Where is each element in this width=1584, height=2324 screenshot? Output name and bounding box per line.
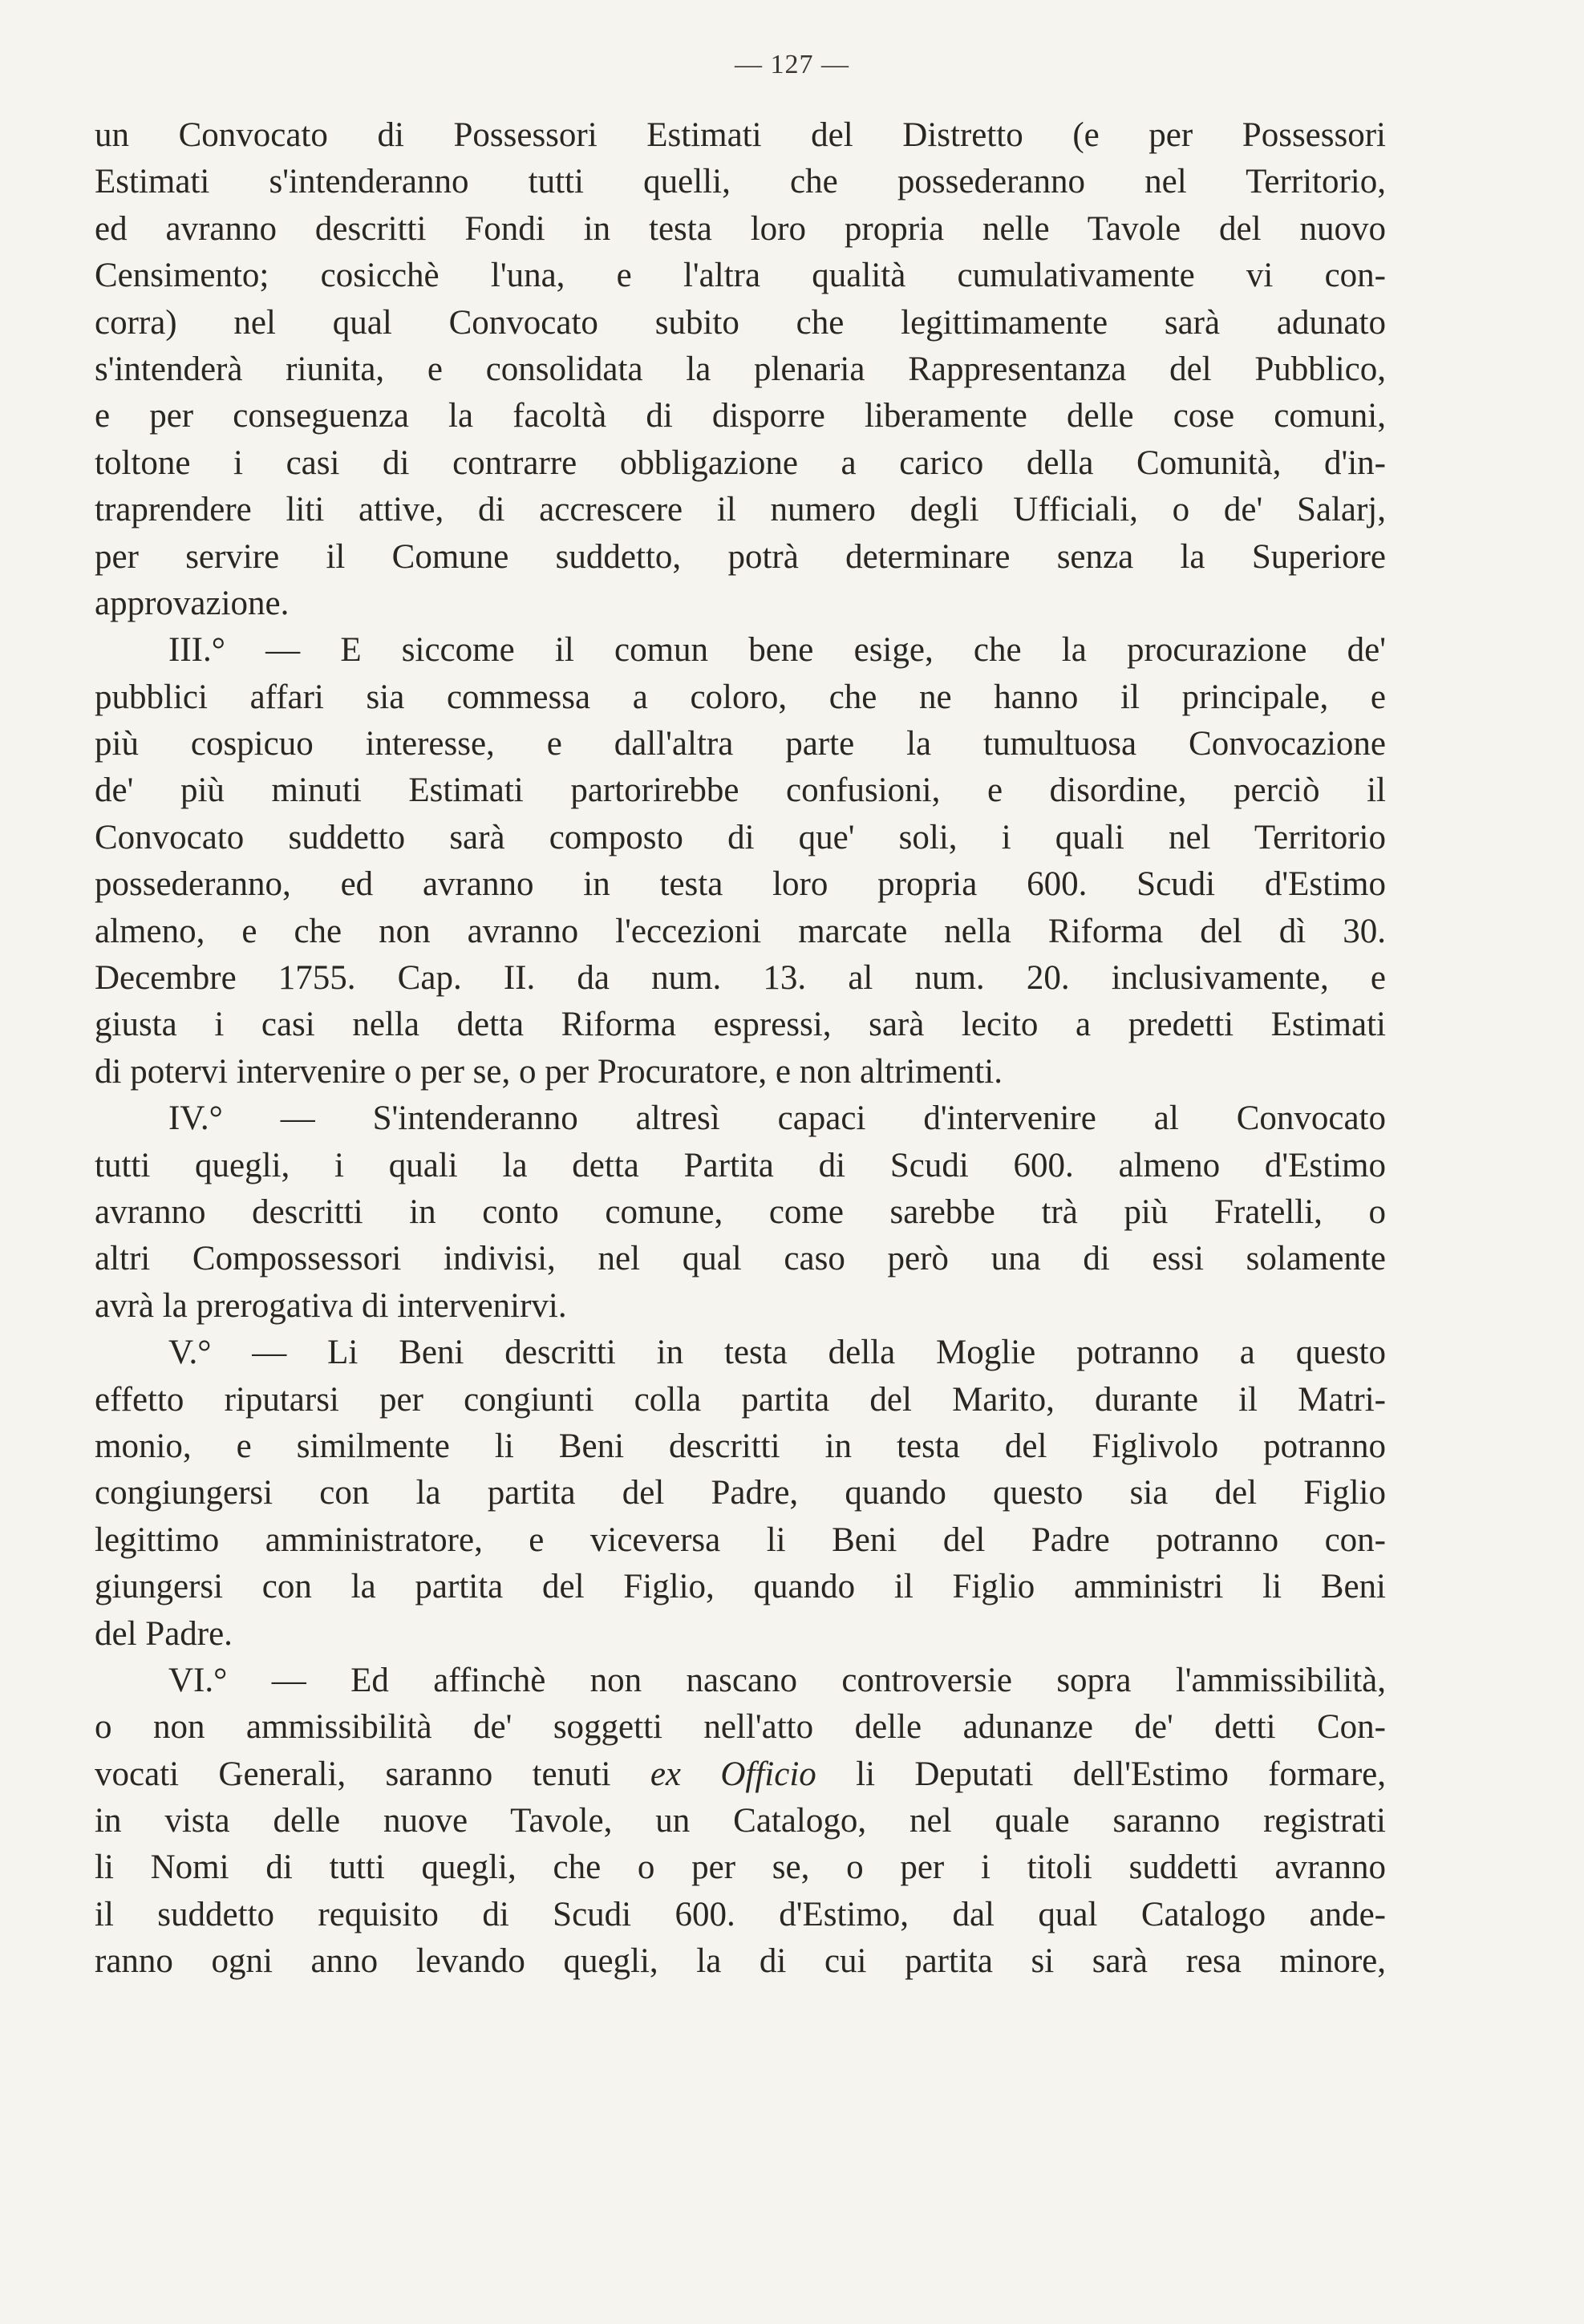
text-line: o non ammissibilità de' soggetti nell'atto delle adunanze de' detti Con- bbox=[95, 1708, 1386, 1747]
text-line-with-italic bbox=[95, 1751, 1386, 1798]
text-line: traprendere liti attive, di accrescere il numero degli Ufficiali, o de' Salarj, bbox=[95, 491, 1386, 529]
text-line: ed avranno descritti Fondi in testa loro propria nelle Tavole del nuovo bbox=[95, 209, 1386, 248]
text-line: giusta i casi nella detta Riforma espressi, sarà lecito a predetti Estimati bbox=[95, 1006, 1386, 1044]
text-line: avranno descritti in conto comune, come sarebbe trà più Fratelli, o bbox=[95, 1192, 1386, 1231]
text-line: li Nomi di tutti quegli, che o per se, o per i titoli suddetti avranno bbox=[95, 1848, 1386, 1887]
text-line: e per conseguenza la facoltà di disporre liberamente delle cose comuni, bbox=[95, 397, 1386, 435]
text-line: almeno, e che non avranno l'eccezioni marcate nella Riforma del dì 30. bbox=[95, 912, 1386, 950]
text-segment: li Deputati dell'Estimo formare, bbox=[816, 1755, 1386, 1793]
text-line: avrà la prerogativa di intervenirvi. bbox=[95, 1286, 567, 1325]
text-line: Censimento; cosicchè l'una, e l'altra qualità cumulativamente vi con- bbox=[95, 257, 1386, 295]
text-line: del Padre. bbox=[95, 1614, 233, 1653]
text-line: un Convocato di Possessori Estimati del Distretto (e per Possessori bbox=[95, 116, 1386, 154]
paragraph-start-III: III.° — E siccome il comun bene esige, che la procurazione de' bbox=[168, 631, 1386, 670]
text-line: s'intenderà riunita, e consolidata la plenaria Rappresentanza del Pubblico, bbox=[95, 350, 1386, 388]
text-line: effetto riputarsi per congiunti colla partita del Marito, durante il Matri- bbox=[95, 1380, 1386, 1419]
text-line: congiungersi con la partita del Padre, quando questo sia del Figlio bbox=[95, 1474, 1386, 1512]
text-line: ranno ogni anno levando quegli, la di cui partita si sarà resa minore, bbox=[95, 1942, 1386, 1981]
paragraph-start-V: V.° — Li Beni descritti in testa della Moglie potranno a questo bbox=[168, 1334, 1386, 1372]
text-line: Decembre 1755. Cap. II. da num. 13. al num. 20. inclusivamente, e bbox=[95, 959, 1386, 998]
text-line: Estimati s'intenderanno tutti quelli, che possederanno nel Territorio, bbox=[95, 163, 1386, 201]
text-line: toltone i casi di contrarre obbligazione a carico della Comunità, d'in- bbox=[95, 443, 1386, 482]
text-line: il suddetto requisito di Scudi 600. d'Estimo, dal qual Catalogo ande- bbox=[95, 1895, 1386, 1933]
italic-phrase: ex Officio bbox=[650, 1755, 816, 1793]
text-line: giungersi con la partita del Figlio, quando il Figlio amministri li Beni bbox=[95, 1568, 1386, 1606]
text-line: corra) nel qual Convocato subito che legittimamente sarà adunato bbox=[95, 303, 1386, 342]
paragraph-start-IV: IV.° — S'intenderanno altresì capaci d'intervenire al Convocato bbox=[168, 1099, 1386, 1138]
text-line: in vista delle nuove Tavole, un Catalogo, nel quale saranno registrati bbox=[95, 1802, 1386, 1840]
text-line: monio, e similmente li Beni descritti in testa del Figlivolo potranno bbox=[95, 1427, 1386, 1465]
text-line: altri Compossessori indivisi, nel qual caso però una di essi solamente bbox=[95, 1240, 1386, 1278]
text-line: di potervi intervenire o per se, o per Procuratore, e non altrimenti. bbox=[95, 1052, 1003, 1091]
text-line: possederanno, ed avranno in testa loro propria 600. Scudi d'Estimo bbox=[95, 865, 1386, 904]
body-text bbox=[95, 112, 1386, 1986]
page-number: — 127 — bbox=[735, 50, 849, 79]
text-line: più cospicuo interesse, e dall'altra parte la tumultuosa Convocazione bbox=[95, 725, 1386, 763]
text-line: pubblici affari sia commessa a coloro, che ne hanno il principale, e bbox=[95, 678, 1386, 716]
text-line: approvazione. bbox=[95, 584, 290, 622]
text-line: Convocato suddetto sarà composto di que' soli, i quali nel Territorio bbox=[95, 818, 1386, 856]
paragraph-start-VI: VI.° — Ed affinchè non nascano controversie sopra l'ammissibilità, bbox=[168, 1661, 1386, 1699]
text-line: legittimo amministratore, e viceversa li Beni del Padre potranno con- bbox=[95, 1520, 1386, 1559]
text-segment: vocati Generali, saranno tenuti bbox=[95, 1755, 650, 1793]
text-line: per servire il Comune suddetto, potrà determinare senza la Superiore bbox=[95, 537, 1386, 576]
text-line: tutti quegli, i quali la detta Partita di Scudi 600. almeno d'Estimo bbox=[95, 1146, 1386, 1184]
text-line: de' più minuti Estimati partorirebbe confusioni, e disordine, perciò il bbox=[95, 771, 1386, 810]
